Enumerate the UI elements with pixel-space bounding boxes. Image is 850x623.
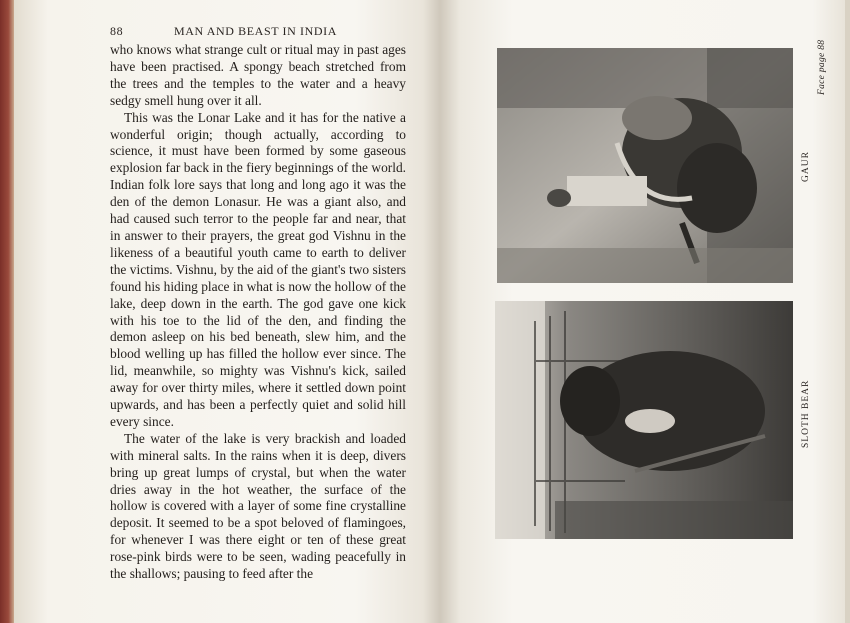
face-page-note: Face page 88 [817, 39, 827, 95]
page-number: 88 [110, 24, 124, 38]
sloth-bear-caption: SLOTH BEAR [801, 379, 811, 448]
body-text [110, 42, 406, 583]
sloth-bear-photo-image [495, 301, 793, 539]
page-edge [845, 0, 850, 623]
running-title: MAN AND BEAST IN INDIA [174, 24, 337, 38]
gaur-photo-image [497, 48, 793, 283]
paragraph-3: The water of the lake is very brackish and loaded with mineral salts. In the rains when it is deep, divers bring up great lumps of crystal, but when the water dries away in the hot weather, the surface of the hollow is covered with a layer of some fine crystalline deposit. It seemed to be a spot beloved of flamingoes, for whenever I was there eight or ten of these great rose-pink birds were to be seen, wading peacefully in the shallows; pausing to feed after the [110, 430, 406, 582]
gaur-caption: GAUR [801, 151, 811, 182]
book-cover-edge [0, 0, 14, 623]
paragraph-2: This was the Lonar Lake and it has for the native a wonderful origin; though actually, according to science, it must have been formed by some gaseous explosion far back in the fiery beginnings of the world. Indian folk lore says that long and long ago it was the den of the demon Lonasur. He was a giant also, and had caused such terror to the people far and near, that in answer to their prayers, the great god Vishnu in the likeness of a beautiful youth came to earth to deliver the victims. Vishnu, by the aid of the giant's two sisters found his hiding place in what is now the hollow of the lake, deep down in the earth. The god gave one kick with his toe to the lid of the den, and finding the demon asleep on his bed beneath, slew him, and the blood welling up has filled the hollow ever since. The lid, meanwhile, so mighty was Vishnu's kick, sailed away for over thirty miles, where it settled down point upwards, and has been a perfectly quiet and solid hill every since. [110, 109, 406, 429]
paragraph-1: who knows what strange cult or ritual may in past ages have been practised. A spongy beach stretched from the trees and the temples to the water and a heavy sedgy smell hung over it all. [110, 42, 406, 108]
gaur-photo [497, 48, 793, 283]
sloth-bear-photo [495, 301, 793, 539]
